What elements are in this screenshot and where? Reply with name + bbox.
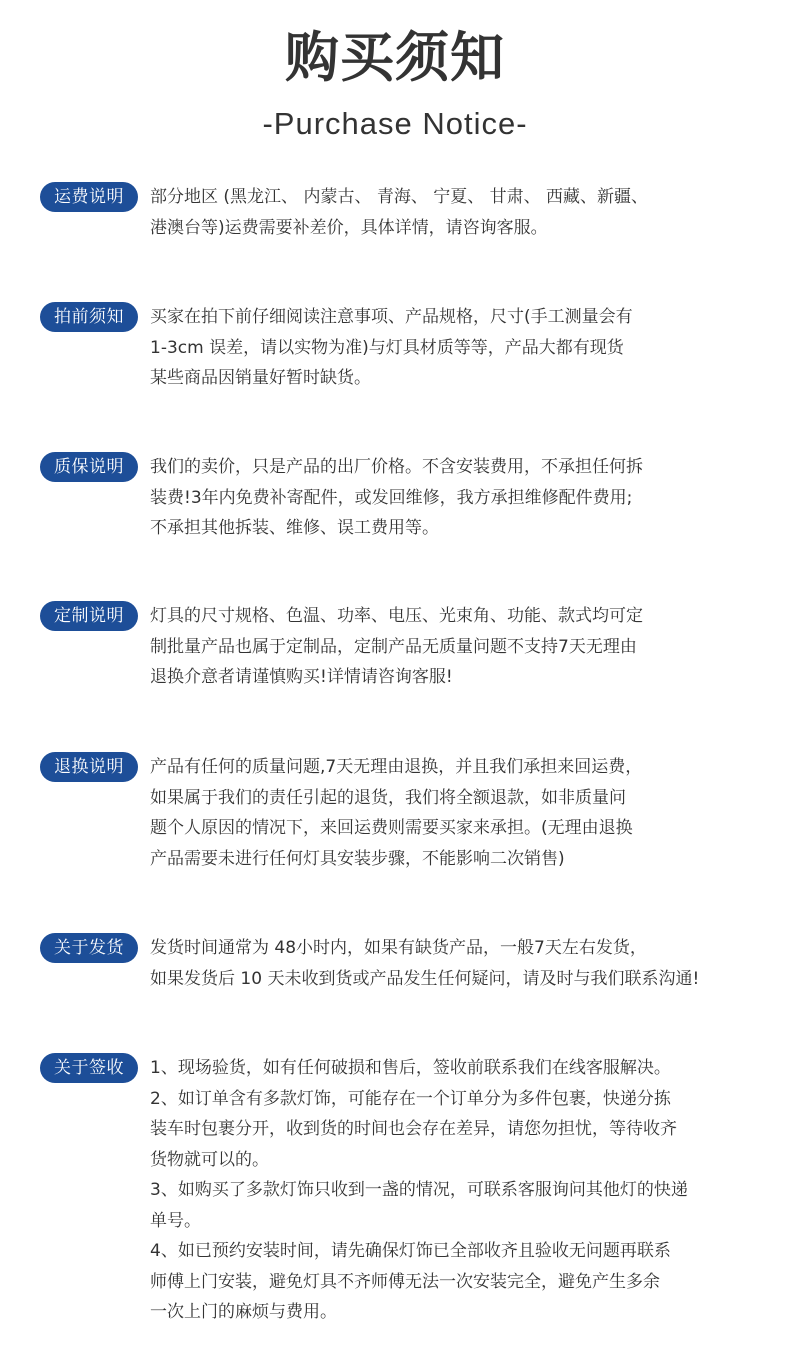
section-body — [150, 452, 770, 544]
section-line: 2、如订单含有多款灯饰，可能存在一个订单分为多件包裹，快递分拣 — [150, 1088, 671, 1109]
section-badge: 关于发货 — [40, 933, 138, 963]
section-line: 买家在拍下前仔细阅读注意事项、产品规格，尺寸(手工测量会有 — [150, 307, 633, 327]
section-line: 如果属于我们的责任引起的退货，我们将全额退款，如非质量问 — [150, 787, 626, 808]
section-line: 灯具的尺寸规格、色温、功率、电压、光束角、功能、款式均可定 — [150, 606, 643, 626]
page-subtitle: -Purchase Notice- — [262, 106, 528, 141]
section-line: 1-3cm 误差，请以实物为准)与灯具材质等等，产品大都有现货 — [150, 337, 624, 358]
section-line: 某些商品因销量好暂时缺货。 — [150, 368, 371, 388]
section-body — [150, 1053, 770, 1328]
section-badge: 质保说明 — [40, 452, 138, 482]
section-body — [150, 182, 770, 243]
section-body — [150, 933, 770, 994]
page-title: 购买须知 — [285, 26, 505, 89]
section-body — [150, 752, 770, 874]
section-line: 装车时包裹分开，收到货的时间也会存在差异，请您勿担忧，等待收齐 — [150, 1119, 677, 1139]
section-badge: 拍前须知 — [40, 302, 138, 332]
section-line: 产品需要未进行任何灯具安装步骤，不能影响二次销售) — [150, 848, 565, 869]
section-line: 1、现场验货，如有任何破损和售后，签收前联系我们在线客服解决。 — [150, 1058, 671, 1078]
section-line: 单号。 — [150, 1210, 201, 1231]
section-line: 港澳台等)运费需要补差价，具体详情，请咨询客服。 — [150, 217, 548, 238]
section-line: 发货时间通常为 48小时内，如果有缺货产品，一般7天左右发货， — [150, 938, 647, 958]
section-line: 一次上门的麻烦与费用。 — [150, 1302, 337, 1322]
section-badge: 关于签收 — [40, 1053, 138, 1083]
section-line: 题个人原因的情况下，来回运费则需要买家来承担。(无理由退换 — [150, 818, 633, 838]
section-line: 我们的卖价，只是产品的出厂价格。不含安装费用，不承担任何拆 — [150, 457, 643, 477]
section-line: 货物就可以的。 — [150, 1149, 269, 1170]
section-body — [150, 302, 770, 394]
section-line: 制批量产品也属于定制品，定制产品无质量问题不支持7天无理由 — [150, 636, 637, 657]
section-line: 如果发货后 10 天未收到货或产品发生任何疑问，请及时与我们联系沟通! — [150, 968, 700, 989]
section-line: 部分地区 (黑龙江、 内蒙古、 青海、 宁夏、 甘肃、 西藏、新疆、 — [150, 187, 649, 207]
section-line: 退换介意者请谨慎购买!详情请咨询客服! — [150, 667, 453, 687]
section-line: 师傅上门安装，避免灯具不齐师傅无法一次安装完全，避免产生多余 — [150, 1271, 660, 1292]
section-badge: 定制说明 — [40, 601, 138, 631]
section-body — [150, 601, 770, 693]
section-line: 4、如已预约安装时间，请先确保灯饰已全部收齐且验收无问题再联系 — [150, 1241, 671, 1261]
section-line: 3、如购买了多款灯饰只收到一盏的情况，可联系客服询问其他灯的快递 — [150, 1180, 688, 1200]
section-line: 装费!3年内免费补寄配件，或发回维修，我方承担维修配件费用; — [150, 487, 633, 508]
section-badge: 运费说明 — [40, 182, 138, 212]
section-badge: 退换说明 — [40, 752, 138, 782]
section-line: 不承担其他拆装、维修、误工费用等。 — [150, 518, 439, 538]
section-line: 产品有任何的质量问题,7天无理由退换，并且我们承担来回运费， — [150, 757, 643, 777]
